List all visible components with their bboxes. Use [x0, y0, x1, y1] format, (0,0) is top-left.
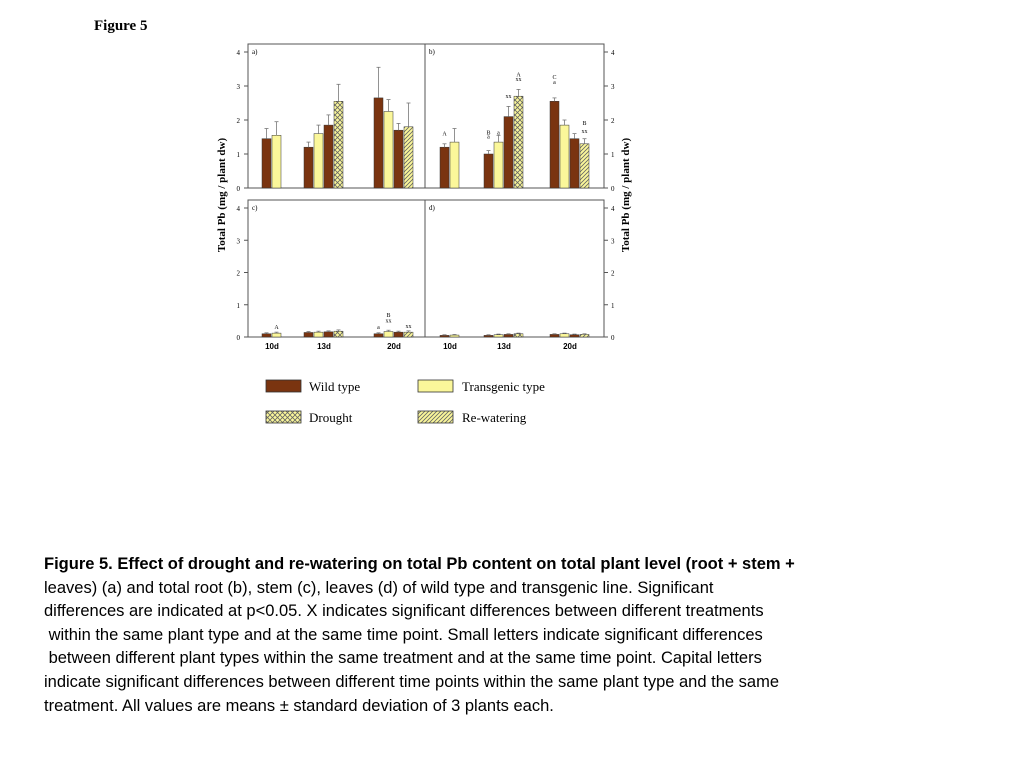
- legend-swatch-transgenic: [418, 380, 453, 392]
- bar: [440, 335, 449, 337]
- bar: [550, 101, 559, 188]
- y-tick-label: 0: [611, 185, 615, 193]
- bar: [484, 335, 493, 337]
- significance-label: a: [487, 134, 490, 141]
- legend-label-transgenic: Transgenic type: [462, 379, 545, 394]
- bar: [304, 332, 313, 337]
- bar: [494, 142, 503, 188]
- bar: [560, 125, 569, 188]
- y-tick-label: 2: [611, 117, 615, 125]
- y-tick-label: 4: [236, 49, 240, 57]
- bar: [570, 139, 579, 188]
- y-tick-label: 1: [611, 151, 615, 159]
- bar: [504, 117, 513, 188]
- bar: [314, 134, 323, 188]
- bar: [384, 112, 393, 189]
- bar: [404, 127, 413, 188]
- bar: [580, 334, 589, 337]
- y-tick-label: 3: [236, 237, 240, 246]
- panel-label: c): [252, 204, 258, 212]
- panel-frame: [248, 200, 425, 337]
- panel-label: d): [429, 204, 435, 212]
- y-tick-label: 3: [236, 83, 240, 91]
- panel-b: [425, 44, 615, 193]
- caption-title: Figure 5. Effect of drought and re-watering on total Pb content on total plant level (root + stem +: [44, 555, 795, 573]
- bar: [384, 332, 393, 337]
- bar: [304, 147, 313, 188]
- caption-line: within the same plant type and at the same time point. Small letters indicate significant differences: [44, 625, 763, 644]
- significance-label: xx: [405, 323, 412, 330]
- x-tick-label: 10d: [443, 342, 457, 351]
- bar: [484, 154, 493, 188]
- y-tick-label: 0: [236, 334, 240, 342]
- x-tick-label: 10d: [265, 342, 279, 351]
- bar: [374, 98, 383, 188]
- panel-d: [425, 200, 615, 351]
- bar: [262, 334, 271, 337]
- bar: [450, 335, 459, 337]
- panel-a: [237, 44, 426, 193]
- significance-label: a: [377, 324, 380, 331]
- legend-swatch-drought: [266, 411, 301, 423]
- x-tick-label: 20d: [563, 342, 577, 351]
- y-axis-label-left: Total Pb (mg / plant dw): [216, 137, 228, 253]
- bar: [450, 142, 459, 188]
- legend-label-drought: Drought: [309, 410, 353, 425]
- y-tick-label: 4: [236, 205, 240, 213]
- bar: [570, 335, 579, 337]
- significance-label: B: [486, 130, 491, 137]
- significance-label: A: [274, 324, 279, 331]
- bar: [440, 147, 449, 188]
- y-tick-label: 2: [236, 117, 240, 125]
- caption-line: between different plant types within the same treatment and at the same time point. Capital letters: [44, 649, 762, 668]
- y-tick-label: 3: [611, 237, 615, 246]
- y-tick-label: 1: [611, 301, 615, 310]
- significance-label: xx: [581, 128, 588, 135]
- legend: [266, 379, 545, 425]
- bar: [514, 96, 523, 188]
- x-tick-label: 13d: [497, 342, 511, 351]
- panel-label: b): [429, 48, 435, 56]
- bar: [334, 331, 343, 337]
- y-tick-label: 2: [611, 269, 615, 278]
- bar: [394, 130, 403, 188]
- significance-label: a: [553, 79, 556, 86]
- bar: [324, 125, 333, 188]
- caption-line: differences are indicated at p<0.05. X indicates significant differences between different treatments: [44, 602, 764, 621]
- significance-label: B: [386, 313, 391, 320]
- y-axis-label-right: Total Pb (mg / plant dw): [620, 137, 632, 253]
- significance-label: A: [516, 72, 521, 79]
- legend-swatch-wild: [266, 380, 301, 392]
- significance-label: A: [442, 131, 447, 138]
- caption-line: indicate significant differences between different time points within the same plant type and the same: [44, 672, 779, 691]
- significance-label: B: [582, 121, 587, 128]
- bar: [580, 144, 589, 188]
- y-tick-label: 1: [236, 301, 240, 310]
- caption-line: leaves) (a) and total root (b), stem (c), leaves (d) of wild type and transgenic line. Significant: [44, 578, 714, 597]
- figure-caption: [44, 553, 944, 718]
- panel-c: [237, 200, 426, 351]
- figure-label: Figure 5: [94, 18, 148, 34]
- panel-frame: [425, 200, 604, 337]
- y-tick-label: 4: [611, 49, 615, 57]
- bar: [504, 334, 513, 337]
- significance-label: a: [497, 130, 500, 137]
- bar: [272, 135, 281, 188]
- significance-label: C: [552, 75, 557, 82]
- bar: [494, 335, 503, 337]
- bar: [314, 332, 323, 337]
- bar: [560, 334, 569, 337]
- bar: [334, 101, 343, 188]
- bar: [272, 333, 281, 337]
- panel-label: a): [252, 48, 258, 56]
- legend-label-wild: Wild type: [309, 379, 361, 394]
- bar: [374, 334, 383, 337]
- y-tick-label: 0: [236, 185, 240, 193]
- legend-label-rewatering: Re-watering: [462, 410, 527, 425]
- legend-swatch-rewatering: [418, 411, 453, 423]
- x-tick-label: 20d: [387, 342, 401, 351]
- y-tick-label: 2: [236, 269, 240, 278]
- y-tick-label: 0: [611, 334, 615, 342]
- significance-label: xx: [505, 93, 512, 100]
- bar: [514, 334, 523, 337]
- bar: [404, 332, 413, 337]
- y-tick-label: 4: [611, 205, 615, 213]
- y-tick-label: 1: [236, 151, 240, 159]
- significance-label: xx: [385, 318, 392, 325]
- y-tick-label: 3: [611, 83, 615, 91]
- bar: [262, 139, 271, 188]
- bar: [394, 332, 403, 337]
- bar: [324, 332, 333, 337]
- significance-label: xx: [515, 76, 522, 83]
- x-tick-label: 13d: [317, 342, 331, 351]
- bar: [550, 334, 559, 337]
- caption-line: treatment. All values are means ± standard deviation of 3 plants each.: [44, 696, 554, 715]
